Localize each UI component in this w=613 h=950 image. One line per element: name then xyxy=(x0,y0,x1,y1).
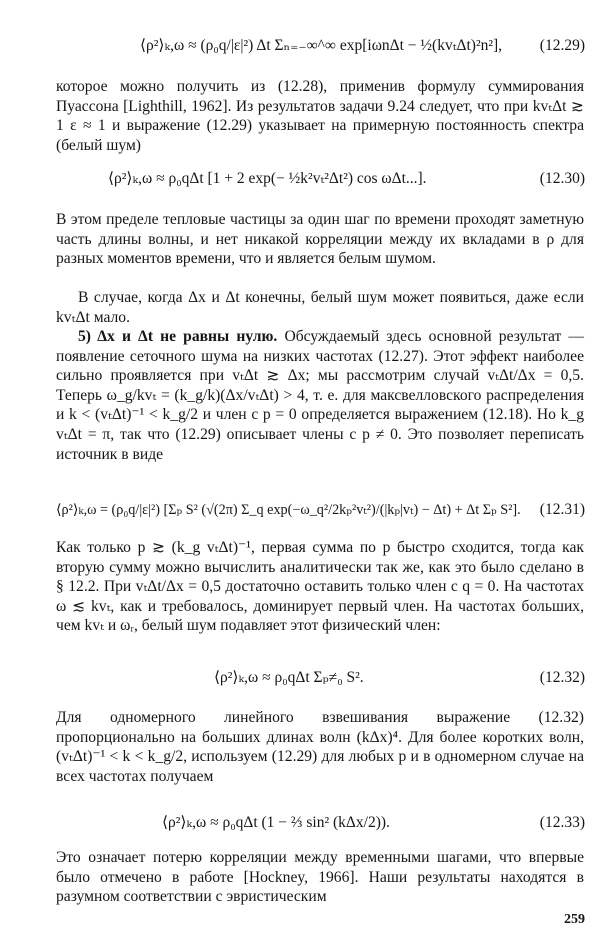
equation-number: (12.32) xyxy=(539,669,585,686)
page-number: 259 xyxy=(564,912,585,927)
equation-formula: ⟨ρ²⟩ₖ,ω ≈ (ρ₀q/|ε|²) Δt Σₙ₌₋∞^∞ exp[iωnΔt − ½(kvₜΔt)²n²], xyxy=(140,37,503,54)
equation-formula: ⟨ρ²⟩ₖ,ω ≈ ρ₀qΔt Σₚ≠₀ S². xyxy=(214,669,364,686)
paragraph: В случае, когда Δx и Δt конечны, белый шум может появиться, даже если kvₜΔt мало. xyxy=(56,289,584,326)
paragraph: Как только p ≳ (k_g vₜΔt)⁻¹, первая сумма по p быстро сходится, тогда как вторую сумму можно вычислить аналитически так же, как это было сделано в § 12.2. При vₜΔt/Δx = 0,5 достаточно оставить только член с q = 0. На частотах ω ≲ kvₜ, как и требовалось, доминирует первый член. На частотах больших, чем kvₜ и ωᵣ, белый шум подавляет этот физический член: xyxy=(56,539,584,635)
equation-formula: ⟨ρ²⟩ₖ,ω ≈ ρ₀qΔt (1 − ⅔ sin² (kΔx/2)). xyxy=(162,814,390,831)
paragraph: которое можно получить из (12.28), применив формулу суммирования Пуассона [Lighthill, 1962]. Из результатов задачи 9.24 следует, что при kvₜΔt ≳ 1 ε ≈ 1 и выражение (12.29) указывает на примерную постоянность спектра (белый шум) xyxy=(56,78,584,154)
paragraph xyxy=(56,327,584,464)
paragraph: Для одномерного линейного взвешивания выражение (12.32) пропорционально на больших длинах волн (kΔx)⁴. Для более коротких волн, (vₜΔt)⁻¹ < k < k_g/2, используем (12.29) для любых p и в одномерном случае на всех частотах получаем xyxy=(56,709,584,785)
equation-formula: ⟨ρ²⟩ₖ,ω = (ρ₀q/|ε|²) [Σₚ S² (√(2π) Σ_q exp(−ω_q²/2kₚ²vₜ²)/(|kₚ|vₜ) − Δt) + Δt Σₚ S²]. xyxy=(56,502,521,518)
equation-number: (12.29) xyxy=(539,37,585,54)
equation-number: (12.31) xyxy=(539,501,585,518)
paragraph: В этом пределе тепловые частицы за один шаг по времени проходят заметную часть длины волны, и нет никакой корреляции между их вкладами в ρ для разных моментов времени, что и является белым шумом. xyxy=(56,211,584,268)
equation-formula: ⟨ρ²⟩ₖ,ω ≈ ρ₀qΔt [1 + 2 exp(− ½k²vₜ²Δt²) cos ωΔt...]. xyxy=(108,170,427,187)
equation-number: (12.33) xyxy=(539,814,585,831)
section-heading: 5) Δx и Δt не равны нулю. xyxy=(78,328,278,345)
paragraph: Это означает потерю корреляции между временными шагами, что впервые было отмечено в работе [Hockney, 1966]. Наши результаты находятся в разумном соответствии с эвристическим xyxy=(56,849,584,906)
paragraph-text: Обсуждаемый здесь основной результат — появление сеточного шума на низких частотах (12.27). Этот эффект наиболее сильно проявляется при vₜΔt ≳ Δx; мы рассмотрим случай vₜΔt/Δx = 0,5. Теперь ω_g/kvₜ = (k_g/k)(Δx/vₜΔt) > 4, т. е. для максвелловского распределения и k < (vₜΔt)⁻¹ < k_g/2 и член с p = 0 определяется выражением (12.18). Но k_g vₜΔt = π, так что (12.29) описывает члены с p ≠ 0. Это позволяет переписать источник в виде xyxy=(56,328,585,463)
equation-number: (12.30) xyxy=(539,170,585,187)
